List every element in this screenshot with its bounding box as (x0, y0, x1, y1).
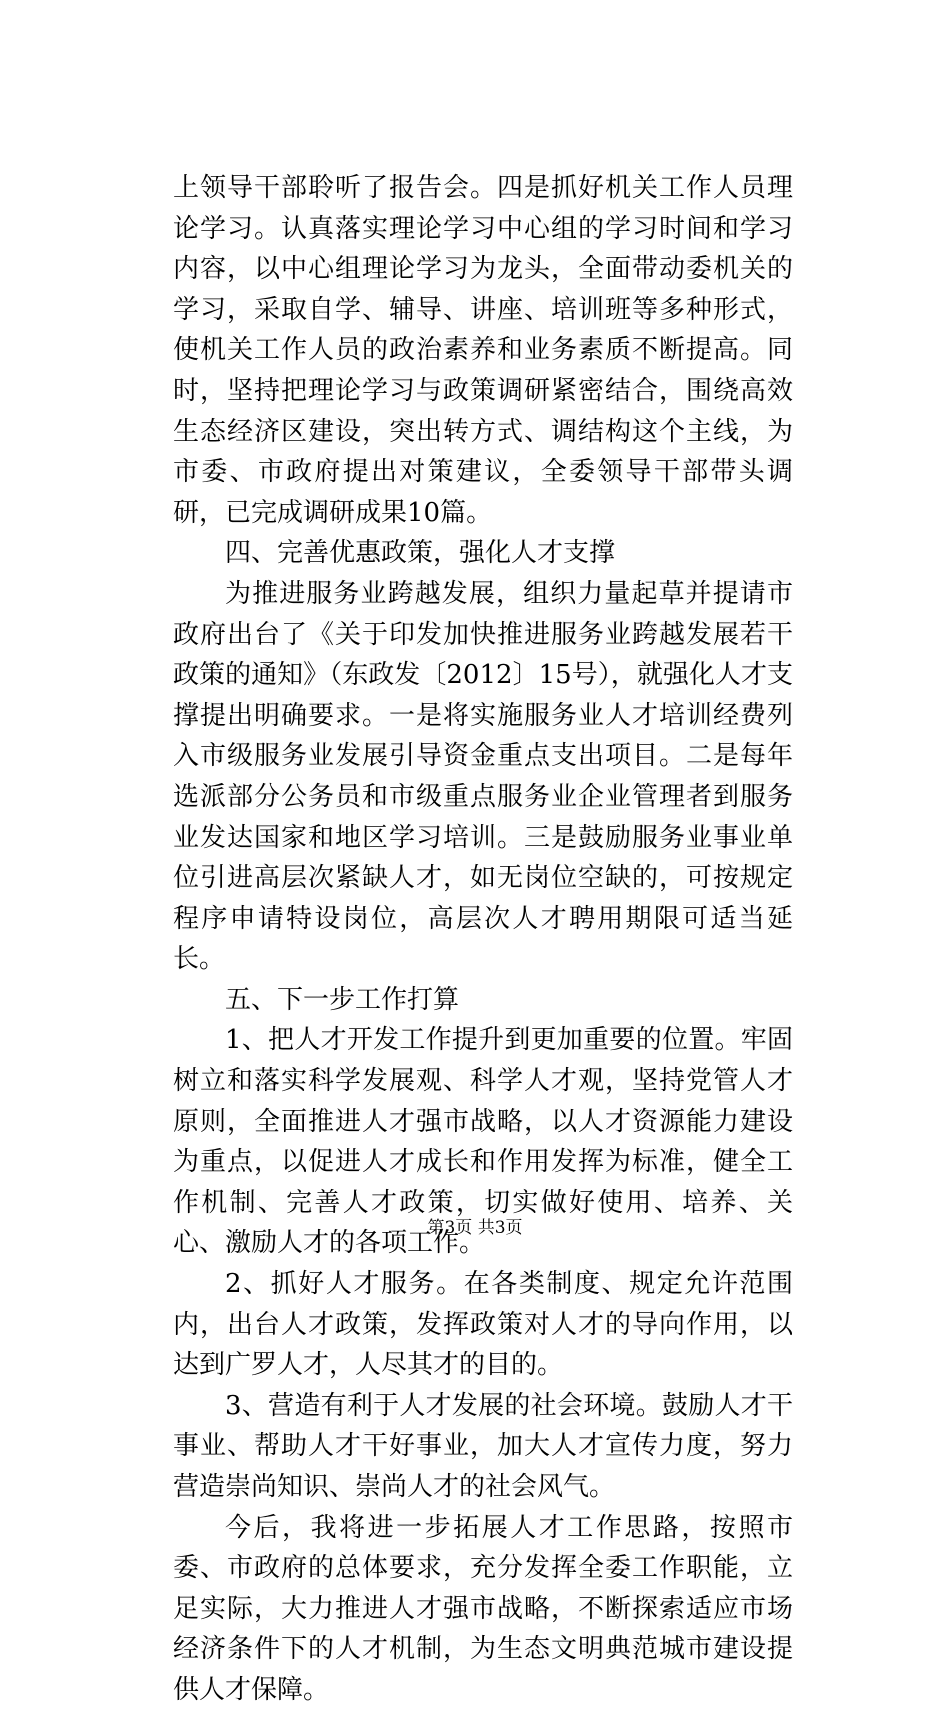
paragraph: 1、把人才开发工作提升到更加重要的位置。牢固树立和落实科学发展观、科学人才观，坚持党管人才原则，全面推进人才强市战略，以人才资源能力建设为重点，以促进人才成长和作用发挥为标准，健全工作机制、完善人才政策，切实做好使用、培养、关心、激励人才的各项工作。 (173, 1025, 793, 1259)
section-heading: 四、完善优惠政策，强化人才支撑 (225, 538, 616, 569)
paragraph: 2、抓好人才服务。在各类制度、规定允许范围内，出台人才政策，发挥政策对人才的导向作用，以达到广罗人才，人尽其才的目的。 (173, 1269, 793, 1381)
document-body (173, 168, 793, 1711)
section-heading: 五、下一步工作打算 (225, 984, 460, 1015)
paragraph: 为推进服务业跨越发展，组织力量起草并提请市政府出台了《关于印发加快推进服务业跨越发展若干政策的通知》（东政发〔2012〕15号），就强化人才支撑提出明确要求。一是将实施服务业人才培训经费列入市级服务业发展引导资金重点支出项目。二是每年选派部分公务员和市级重点服务业企业管理者到服务业发达国家和地区学习培训。三是鼓励服务业事业单位引进高层次紧缺人才，如无岗位空缺的，可按规定程序申请特设岗位，高层次人才聘用期限可适当延长。 (173, 578, 793, 975)
page-footer (0, 1216, 950, 1240)
paragraph: 上领导干部聆听了报告会。四是抓好机关工作人员理论学习。认真落实理论学习中心组的学习时间和学习内容，以中心组理论学习为龙头，全面带动委机关的学习，采取自学、辅导、讲座、培训班等多种形式，使机关工作人员的政治素养和业务素质不断提高。同时，坚持把理论学习与政策调研紧密结合，围绕高效生态经济区建设，突出转方式、调结构这个主线，为市委、市政府提出对策建议，全委领导干部带头调研，已完成调研成果10篇。 (173, 173, 793, 528)
page-number-label: 第3页 共3页 (427, 1218, 523, 1238)
paragraph: 今后，我将进一步拓展人才工作思路，按照市委、市政府的总体要求，充分发挥全委工作职能，立足实际，大力推进人才强市战略，不断探索适应市场经济条件下的人才机制，为生态文明典范城市建设提供人才保障。 (173, 1512, 793, 1705)
paragraph: 3、营造有利于人才发展的社会环境。鼓励人才干事业、帮助人才干好事业，加大人才宣传力度，努力营造崇尚知识、崇尚人才的社会风气。 (173, 1390, 793, 1502)
